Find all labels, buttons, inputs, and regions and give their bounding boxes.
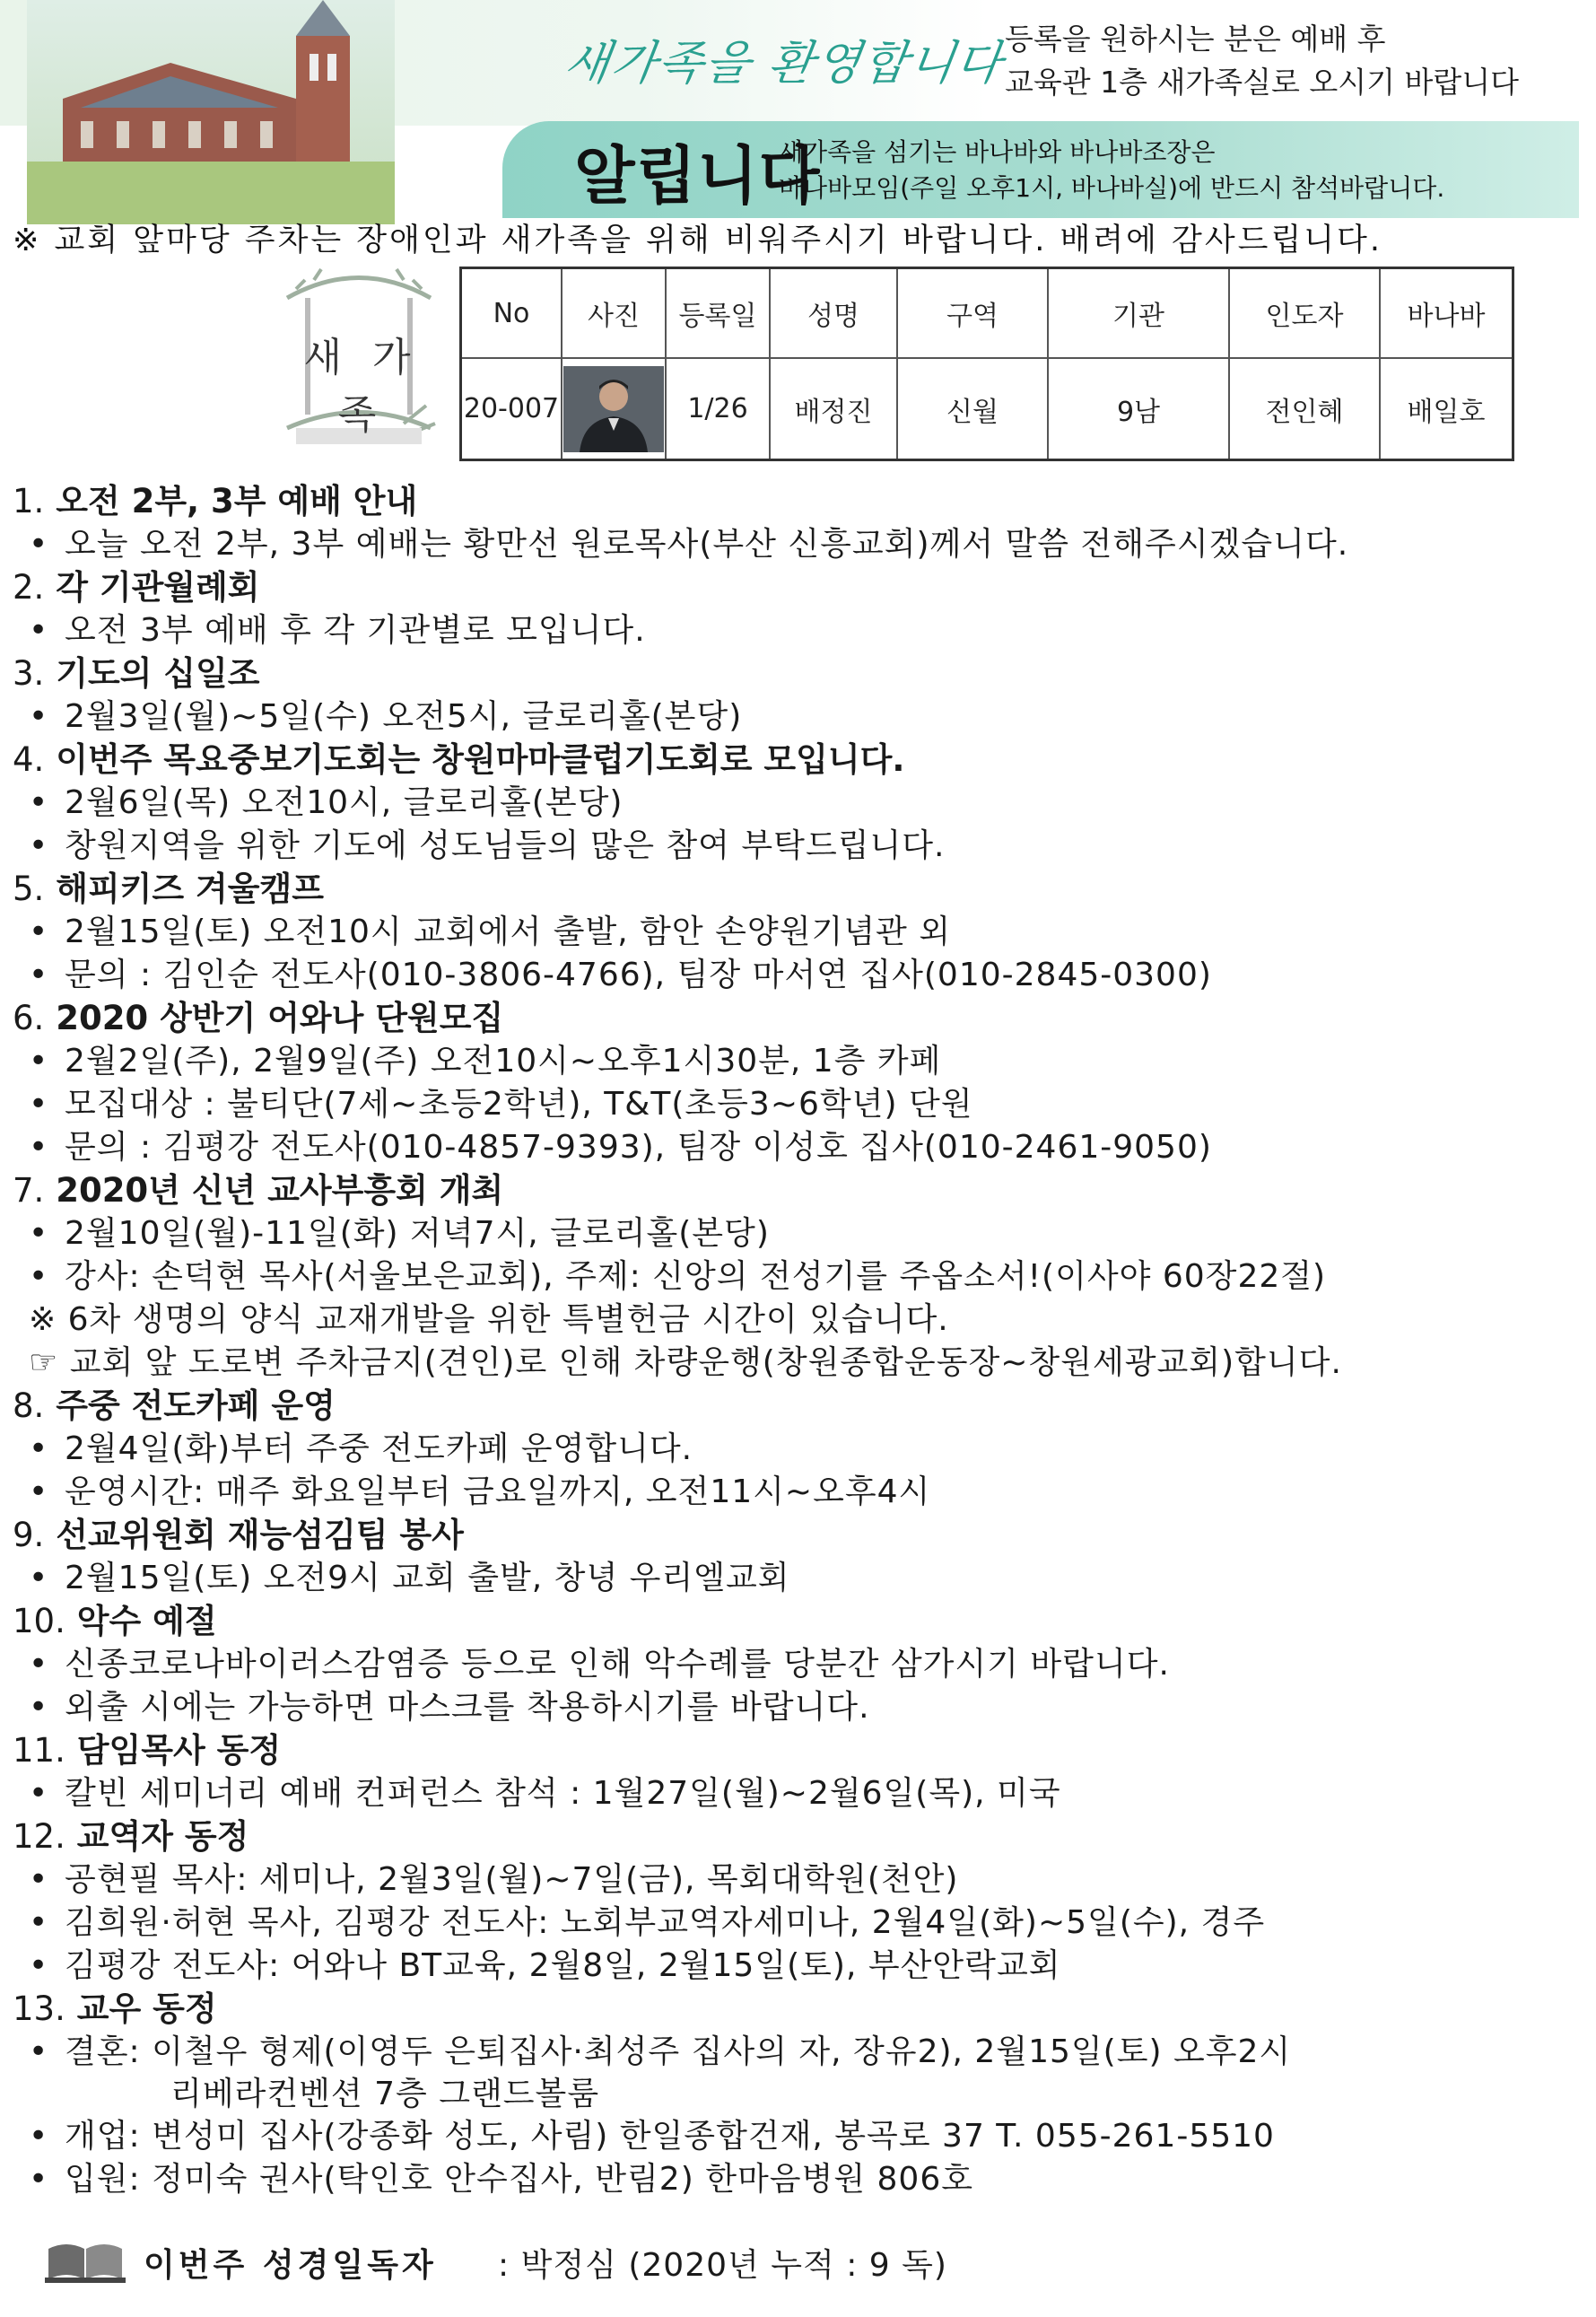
announcement-line: • 입원: 정미숙 권사(탁인호 안수집사, 반림2) 한마음병원 806호: [29, 2161, 974, 2198]
cell-barnabas: 배일호: [1380, 358, 1513, 460]
announcement-line: • 강사: 손덕현 목사(서울보은교회), 주제: 신앙의 전성기를 주옵소서!(이사야 60장22절): [29, 1258, 1327, 1295]
column-header: 등록일: [666, 268, 770, 359]
announcement-line: • 김평강 전도사: 어와나 BT교육, 2월8일, 2월15일(토), 부산안락교회: [29, 1947, 1061, 1984]
announcement-line: • 모집대상 : 불티단(7세~초등2학년), T&T(초등3~6학년) 단원: [29, 1086, 973, 1123]
announcement-title: 5. 해피키즈 겨울캠프: [13, 870, 325, 908]
cell-group: 9남: [1048, 358, 1229, 460]
announcement-line: • 공현필 목사: 세미나, 2월3일(월)~7일(금), 목회대학원(천안): [29, 1861, 959, 1898]
cell-district: 신월: [897, 358, 1048, 460]
announcement-item: [13, 566, 1587, 652]
announcement-title: 12. 교역자 동정: [13, 1817, 249, 1856]
church-illustration: [27, 0, 395, 224]
announcement-item: [13, 997, 1587, 1169]
bible-reader-value: : 박정심 (2020년 누적 : 9 독): [498, 2247, 947, 2284]
announcement-line: • 오늘 오전 2부, 3부 예배는 황만선 원로목사(부산 신흥교회)께서 말씀 전해주시겠습니다.: [29, 526, 1349, 563]
announcement-note: ※ 6차 생명의 양식 교재개발을 위한 특별헌금 시간이 있습니다.: [29, 1301, 949, 1338]
notice-line-2: 바나바모임(주일 오후1시, 바나바실)에 반드시 참석바랍니다.: [779, 173, 1445, 203]
column-header: 기관: [1048, 268, 1229, 359]
announcement-line: • 칼빈 세미너리 예배 컨퍼런스 참석 : 1월27일(월)~2월6일(목), 미국: [29, 1775, 1061, 1812]
announcement-title: 9. 선교위원회 재능섬김팀 봉사: [13, 1516, 464, 1554]
announcement-item: [13, 1815, 1587, 1988]
announcement-title: 1. 오전 2부, 3부 예배 안내: [13, 482, 418, 520]
new-family-label: 새 가 족: [303, 335, 420, 438]
cell-name: 배정진: [770, 358, 897, 460]
column-header: 사진: [562, 268, 666, 359]
notice-line-1: 새가족을 섬기는 바나바와 바나바조장은: [779, 137, 1216, 167]
column-header: 바나바: [1380, 268, 1513, 359]
column-header: 인도자: [1229, 268, 1380, 359]
open-book-icon: [45, 2236, 126, 2285]
registration-note: [1005, 18, 1579, 104]
cell-photo: [562, 358, 666, 460]
cell-no: 20-007: [461, 358, 563, 460]
notice-description: [779, 135, 1586, 206]
announcement-line: • 외출 시에는 가능하면 마스크를 착용하시기를 바랍니다.: [29, 1689, 870, 1726]
announcement-line: • 개업: 변성미 집사(강종화 성도, 사림) 한일종합건재, 봉곡로 37 T. 055-261-5510: [29, 2118, 1275, 2155]
cell-guide: 전인혜: [1229, 358, 1380, 460]
person-icon: [563, 366, 664, 452]
parking-note: ※ 교회 앞마당 주차는 장애인과 새가족을 위해 비워주시기 바랍니다. 배려에 감사드립니다.: [13, 223, 1382, 258]
announcement-title: 7. 2020년 신년 교사부흥회 개최: [13, 1171, 504, 1210]
announcement-line: • 운영시간: 매주 화요일부터 금요일까지, 오전11시~오후4시: [29, 1473, 931, 1510]
announcement-line: • 2월15일(토) 오전10시 교회에서 출발, 함안 손양원기념관 외: [29, 914, 952, 950]
column-header: 성명: [770, 268, 897, 359]
announcement-line: • 문의 : 김인순 전도사(010-3806-4766), 팀장 마서연 집사(010-2845-0300): [29, 957, 1212, 993]
announcement-line: • 2월2일(주), 2월9일(주) 오전10시~오후1시30분, 1층 카페: [29, 1043, 942, 1080]
notice-title: 알립니다: [574, 139, 821, 213]
announcement-item: [13, 1514, 1587, 1600]
announcement-line: • 창원지역을 위한 기도에 성도님들의 많은 참여 부탁드립니다.: [29, 827, 946, 864]
announcement-item: [13, 739, 1587, 868]
table-header-row: [461, 268, 1513, 359]
announcement-item: [13, 1169, 1587, 1385]
member-photo: [563, 366, 664, 452]
announcement-title: 8. 주중 전도카페 운영: [13, 1386, 336, 1425]
welcome-heading: 새가족을 환영합니다: [561, 37, 1007, 91]
registration-line-2: 교육관 1층 새가족실로 오시기 바랍니다: [1005, 65, 1520, 100]
table-row: [461, 358, 1513, 460]
announcement-item: [13, 652, 1587, 739]
registration-line-1: 등록을 원하시는 분은 예배 후: [1005, 22, 1386, 57]
column-header: 구역: [897, 268, 1048, 359]
announcement-item: [13, 868, 1587, 997]
cell-date: 1/26: [666, 358, 770, 460]
announcement-line: • 결혼: 이철우 형제(이영두 은퇴집사·최성주 집사의 자, 장유2), 2월15일(토) 오후2시: [29, 2033, 1292, 2070]
announcement-line: • 2월15일(토) 오전9시 교회 출발, 창녕 우리엘교회: [29, 1560, 790, 1596]
announcement-title: 4. 이번주 목요중보기도회는 창원마마클럽기도회로 모입니다.: [13, 740, 905, 779]
announcement-title: 13. 교우 동정: [13, 1989, 217, 2028]
announcement-title: 3. 기도의 십일조: [13, 654, 260, 693]
announcement-title: 2. 각 기관월례회: [13, 568, 260, 607]
announcement-item: [13, 1385, 1587, 1514]
announcement-line: • 2월6일(목) 오전10시, 글로리홀(본당): [29, 784, 624, 821]
announcement-title: 11. 담임목사 동정: [13, 1731, 282, 1770]
announcement-line: • 신종코로나바이러스감염증 등으로 인해 악수례를 당분간 삼가시기 바랍니다.: [29, 1646, 1170, 1683]
announcement-line: • 2월10일(월)-11일(화) 저녁7시, 글로리홀(본당): [29, 1215, 770, 1252]
announcement-continuation: 리베라컨벤션 7층 그랜드볼룸: [170, 2076, 600, 2112]
new-family-table: [459, 267, 1514, 461]
announcement-line: • 2월3일(월)~5일(수) 오전5시, 글로리홀(본당): [29, 698, 743, 735]
announcement-line: • 김희원·허현 목사, 김평강 전도사: 노회부교역자세미나, 2월4일(화)~5일(수), 경주: [29, 1904, 1266, 1941]
announcement-item: [13, 1988, 1587, 2201]
column-header: No: [461, 268, 563, 359]
announcement-line: • 오전 3부 예배 후 각 기관별로 모입니다.: [29, 612, 646, 649]
announcement-line: • 문의 : 김평강 전도사(010-4857-9393), 팀장 이성호 집사(010-2461-9050): [29, 1129, 1212, 1166]
announcement-note: ☞ 교회 앞 도로변 주차금지(견인)로 인해 차량운행(창원종합운동장~창원세광교회)합니다.: [29, 1344, 1342, 1381]
bible-reader-label: 이번주 성경일독자: [144, 2246, 437, 2284]
announcement-title: 10. 악수 예절: [13, 1602, 217, 1640]
announcement-item: [13, 1600, 1587, 1729]
announcement-line: • 2월4일(화)부터 주중 전도카페 운영합니다.: [29, 1430, 693, 1467]
announcement-item: [13, 1729, 1587, 1815]
announcement-item: [13, 480, 1587, 566]
announcement-title: 6. 2020 상반기 어와나 단원모집: [13, 999, 504, 1037]
bible-reader-footer: [45, 2233, 1570, 2286]
announcement-list: [13, 480, 1587, 2201]
